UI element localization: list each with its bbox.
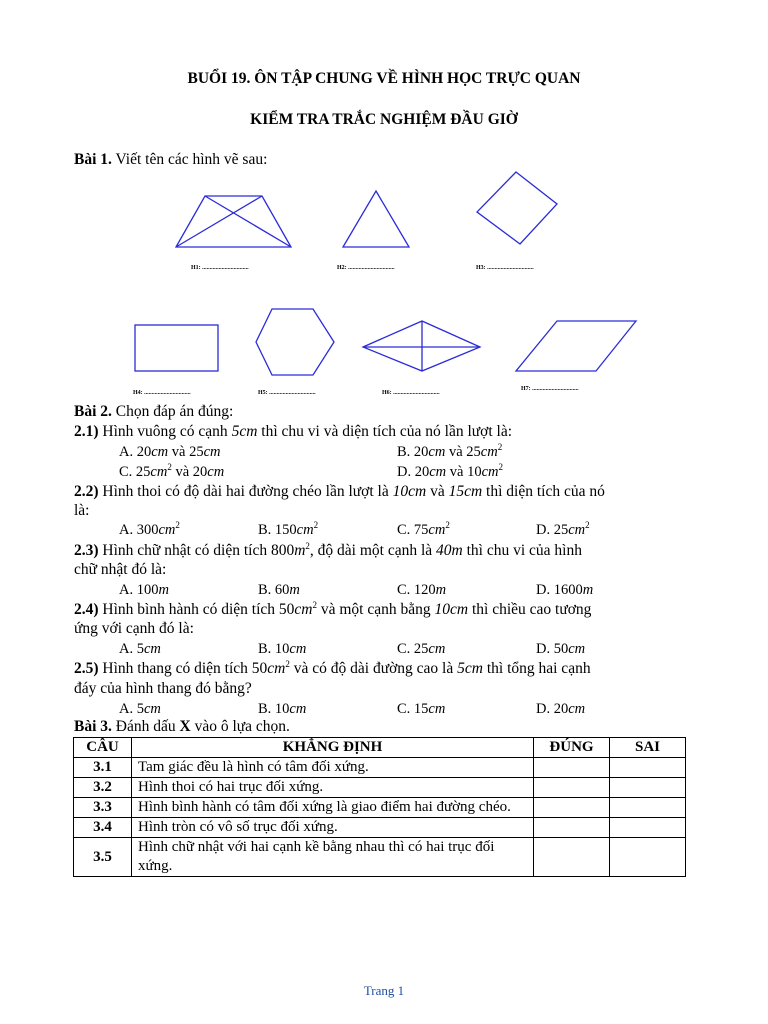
option-2-2-d[interactable]: D. $25cm^2$ — [536, 520, 590, 538]
dung-checkbox-cell[interactable] — [534, 778, 610, 798]
option-2-2-b[interactable]: B. $150cm^2$ — [258, 520, 319, 538]
table-row — [74, 758, 686, 778]
option-2-4-b[interactable]: B. 10cm — [258, 641, 307, 657]
shape-label-h2: H2: ............................... — [337, 265, 395, 271]
option-2-5-d[interactable]: D. 20cm — [536, 701, 586, 717]
shape-h4-rectangle — [135, 325, 218, 371]
row-number: 3.3 — [74, 798, 132, 818]
shape-label-h7: H7: ............................... — [521, 386, 579, 392]
option-2-1-a[interactable]: A. 20cm và 25cm — [119, 444, 221, 460]
row-statement: Hình thoi có hai trục đối xứng. — [132, 778, 534, 798]
shape-h5-hexagon — [256, 309, 334, 375]
option-2-5-b[interactable]: B. 10cm — [258, 701, 307, 717]
row-statement: Tam giác đều là hình có tâm đối xứng. — [132, 758, 534, 778]
row-statement: Hình tròn có vô số trục đối xứng. — [132, 818, 534, 838]
table-row — [74, 778, 686, 798]
table-row — [74, 838, 686, 877]
question-2-3: 2.3) Hình chữ nhật có diện tích $800m^2$, độ dài một cạnh là 40m thì chu vi của hình — [74, 541, 582, 559]
shape-label-h4: H4: ............................... — [133, 390, 191, 396]
shape-h6-rhombus — [363, 321, 480, 371]
shape-h7-parallelogram — [516, 321, 636, 371]
option-2-3-c[interactable]: C. 120m — [397, 582, 447, 598]
shape-h1-trapezoid — [176, 196, 291, 247]
page-number: Trang 1 — [363, 983, 405, 998]
sai-checkbox-cell[interactable] — [610, 798, 686, 818]
option-2-1-c[interactable]: C. $25cm^2$ và 20cm — [119, 462, 225, 480]
shape-h3-square — [477, 172, 557, 244]
shape-label-h3: H3: ............................... — [476, 265, 534, 271]
option-2-1-b[interactable]: B. 20cm và $25cm^2$ — [397, 442, 503, 460]
true-false-table — [73, 737, 686, 877]
option-2-2-c[interactable]: C. $75cm^2$ — [397, 520, 450, 538]
row-number: 3.2 — [74, 778, 132, 798]
header-khang-dinh: KHẲNG ĐỊNH — [132, 738, 534, 758]
table-row — [74, 798, 686, 818]
row-number: 3.5 — [74, 838, 132, 877]
header-sai: SAI — [610, 738, 686, 758]
dung-checkbox-cell[interactable] — [534, 758, 610, 778]
question-2-5-cont: đáy của hình thang đó bằng? — [74, 680, 252, 697]
option-2-3-b[interactable]: B. 60m — [258, 582, 300, 598]
page-subtitle: KIỂM TRA TRẮC NGHIỆM ĐẦU GIỜ — [250, 111, 518, 128]
question-2-3-cont: chữ nhật đó là: — [74, 561, 167, 578]
row-statement: Hình bình hành có tâm đối xứng là giao điểm hai đường chéo. — [132, 798, 534, 818]
question-2-2: 2.2) Hình thoi có độ dài hai đường chéo lần lượt là 10cm và 15cm thì diện tích của nó — [74, 483, 605, 500]
question-2-4-cont: ứng với cạnh đó là: — [74, 620, 194, 637]
bai3-heading: Bài 3. Đánh dấu X vào ô lựa chọn. — [74, 718, 290, 735]
sai-checkbox-cell[interactable] — [610, 758, 686, 778]
header-cau: CÂU — [74, 738, 132, 758]
question-2-1: 2.1) Hình vuông có cạnh 5cm thì chu vi và diện tích của nó lần lượt là: — [74, 423, 513, 440]
question-2-2-cont: là: — [74, 502, 90, 519]
question-2-4: 2.4) Hình bình hành có diện tích $50cm^2$ và một cạnh bằng 10cm thì chiều cao tương — [74, 600, 592, 618]
shape-label-h6: H6: ............................... — [382, 390, 440, 396]
row-number: 3.1 — [74, 758, 132, 778]
option-2-4-d[interactable]: D. 50cm — [536, 641, 586, 657]
page-title: BUỔI 19. ÔN TẬP CHUNG VỀ HÌNH HỌC TRỰC QUAN — [187, 70, 581, 87]
bai1-heading: Bài 1. Viết tên các hình vẽ sau: — [74, 151, 268, 168]
row-statement: Hình chữ nhật với hai cạnh kề bằng nhau thì có hai trục đối xứng. — [132, 838, 534, 877]
option-2-2-a[interactable]: A. $300cm^2$ — [119, 520, 180, 538]
header-dung: ĐÚNG — [534, 738, 610, 758]
dung-checkbox-cell[interactable] — [534, 838, 610, 877]
table-header-row — [74, 738, 686, 758]
shape-label-h1: H1: ............................... — [191, 265, 249, 271]
sai-checkbox-cell[interactable] — [610, 838, 686, 877]
dung-checkbox-cell[interactable] — [534, 798, 610, 818]
bai2-heading: Bài 2. Chọn đáp án đúng: — [74, 403, 234, 420]
sai-checkbox-cell[interactable] — [610, 818, 686, 838]
option-2-3-d[interactable]: D. 1600m — [536, 582, 594, 598]
dung-checkbox-cell[interactable] — [534, 818, 610, 838]
shape-h2-triangle — [343, 191, 409, 247]
sai-checkbox-cell[interactable] — [610, 778, 686, 798]
option-2-3-a[interactable]: A. 100m — [119, 582, 169, 598]
question-2-5: 2.5) Hình thang có diện tích $50cm^2$ và có độ dài đường cao là 5cm thì tổng hai cạnh — [74, 659, 591, 677]
option-2-1-d[interactable]: D. 20cm và $10cm^2$ — [397, 462, 504, 480]
shape-label-h5: H5: ............................... — [258, 390, 316, 396]
table-row — [74, 818, 686, 838]
row-number: 3.4 — [74, 818, 132, 838]
option-2-4-a[interactable]: A. 5cm — [119, 641, 161, 657]
option-2-5-a[interactable]: A. 5cm — [119, 701, 161, 717]
option-2-5-c[interactable]: C. 15cm — [397, 701, 446, 717]
shapes-figure — [0, 0, 768, 400]
option-2-4-c[interactable]: C. 25cm — [397, 641, 446, 657]
